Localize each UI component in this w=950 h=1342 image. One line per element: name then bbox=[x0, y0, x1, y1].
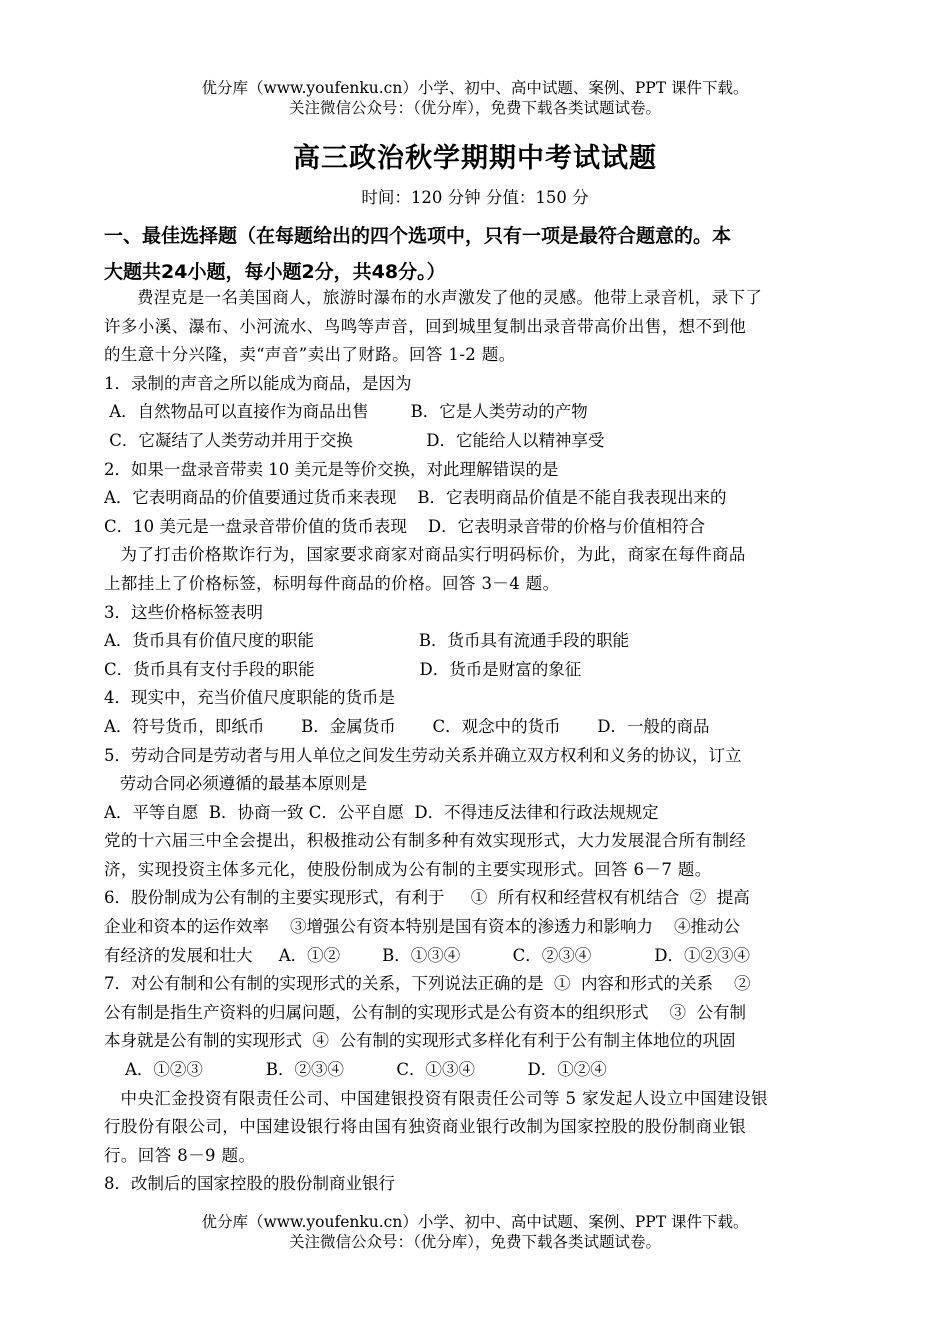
section-heading-line-1: 一、最佳选择题（在每题给出的四个选项中，只有一项是最符合题意的。本 bbox=[104, 225, 732, 247]
option-line: A．平等自愿 B．协商一致 C．公平自愿 D．不得违反法律和行政法规规定 bbox=[104, 802, 659, 822]
question-line: 企业和资本的运作效率 ③增强公有资本特别是国有资本的渗透力和影响力 ④推动公 bbox=[104, 917, 740, 937]
question-line: 4．现实中，充当价值尺度职能的货币是 bbox=[104, 688, 395, 708]
exam-title: 高三政治秋学期期中考试试题 bbox=[293, 143, 657, 174]
option-line: 有经济的发展和壮大 A．①② B．①③④ C．②③④ D．①②③④ bbox=[104, 945, 750, 965]
text-line: 的生意十分兴隆，卖“声音”卖出了财路。回答 1-2 题。 bbox=[104, 345, 516, 365]
option-line: C．货币具有支付手段的职能 D．货币是财富的象征 bbox=[104, 659, 582, 679]
option-line: A．它表明商品的价值要通过货币来表现 B．它表明商品价值是不能自我表现出来的 bbox=[104, 488, 727, 508]
option-line: A．①②③ B．②③④ C．①③④ D．①②④ bbox=[104, 1060, 607, 1080]
option-line: C．它凝结了人类劳动并用于交换 D．它能给人以精神享受 bbox=[104, 430, 605, 450]
question-line: 公有制是指生产资料的归属问题，公有制的实现形式是公有资本的组织形式 ③ 公有制 bbox=[104, 1002, 746, 1022]
question-line: 劳动合同必须遵循的最基本原则是 bbox=[104, 774, 368, 794]
question-line: 5．劳动合同是劳动者与用人单位之间发生劳动关系并确立双方权利和义务的协议，订立 bbox=[104, 745, 742, 765]
question-line: 8．改制后的国家控股的股份制商业银行 bbox=[104, 1174, 395, 1194]
section-heading bbox=[104, 218, 854, 290]
question-line: 2．如果一盘录音带卖 10 美元是等价交换，对此理解错误的是 bbox=[104, 459, 559, 479]
question-line: 6．股份制成为公有制的主要实现形式，有利于 ① 所有权和经营权有机结合 ② 提高 bbox=[104, 888, 750, 908]
question-line: 1．录制的声音之所以能成为商品，是因为 bbox=[104, 373, 412, 393]
option-line: A．自然物品可以直接作为商品出售 B．它是人类劳动的产物 bbox=[104, 402, 588, 422]
header-line-1: 优分库（www.youfenku.cn）小学、初中、高中试题、案例、PPT 课件下载。 bbox=[201, 79, 749, 97]
text-line: 上都挂上了价格标签，标明每件商品的价格。回答 3－4 题。 bbox=[104, 573, 560, 593]
text-line: 为了打击价格欺诈行为，国家要求商家对商品实行明码标价，为此，商家在每件商品 bbox=[120, 545, 746, 565]
question-line: 本身就是公有制的实现形式 ④ 公有制的实现形式多样化有利于公有制主体地位的巩固 bbox=[104, 1031, 736, 1051]
exam-content bbox=[104, 284, 852, 1199]
footer-line-2: 关注微信公众号：（优分库），免费下载各类试题试卷。 bbox=[288, 1233, 661, 1251]
page-footer bbox=[0, 1212, 950, 1252]
text-line: 中央汇金投资有限责任公司、中国建银投资有限责任公司等 5 家发起人设立中国建设银 bbox=[120, 1088, 768, 1108]
text-line: 党的十六届三中全会提出，积极推动公有制多种有效实现形式，大力发展混合所有制经 bbox=[104, 831, 747, 851]
header-line-2: 关注微信公众号：（优分库），免费下载各类试题试卷。 bbox=[288, 99, 661, 117]
question-line: 3．这些价格标签表明 bbox=[104, 602, 263, 622]
text-line: 费涅克是一名美国商人，旅游时瀑布的水声激发了他的灵感。他带上录音机，录下了 bbox=[137, 288, 763, 307]
section-heading-line-2: 大题共24小题，每小题2分，共48分。） bbox=[104, 261, 446, 283]
text-line: 许多小溪、瀑布、小河流水、鸟鸣等声音，回到城里复制出录音带高价出售，想不到他 bbox=[104, 316, 747, 336]
text-line: 行。回答 8－9 题。 bbox=[104, 1145, 256, 1165]
text-line: 行股份有限公司，中国建设银行将由国有独资商业银行改制为国家控股的股份制商业银 bbox=[104, 1117, 747, 1137]
question-line: 7．对公有制和公有制的实现形式的关系，下列说法正确的是 ① 内容和形式的关系 ② bbox=[104, 974, 751, 994]
footer-line-1: 优分库（www.youfenku.cn）小学、初中、高中试题、案例、PPT 课件下载。 bbox=[201, 1213, 749, 1231]
option-line: C．10 美元是一盘录音带价值的货币表现 D．它表明录音带的价格与价值相符合 bbox=[104, 516, 706, 536]
exam-subtitle: 时间：120 分钟 分值：150 分 bbox=[361, 188, 589, 207]
option-line: A．符号货币，即纸币 B．金属货币 C．观念中的货币 D．一般的商品 bbox=[104, 716, 710, 736]
page-header bbox=[0, 78, 950, 118]
option-line: A．货币具有价值尺度的职能 B．货币具有流通手段的职能 bbox=[104, 631, 629, 651]
text-line: 济，实现投资主体多元化，使股份制成为公有制的主要实现形式。回答 6－7 题。 bbox=[104, 859, 712, 879]
